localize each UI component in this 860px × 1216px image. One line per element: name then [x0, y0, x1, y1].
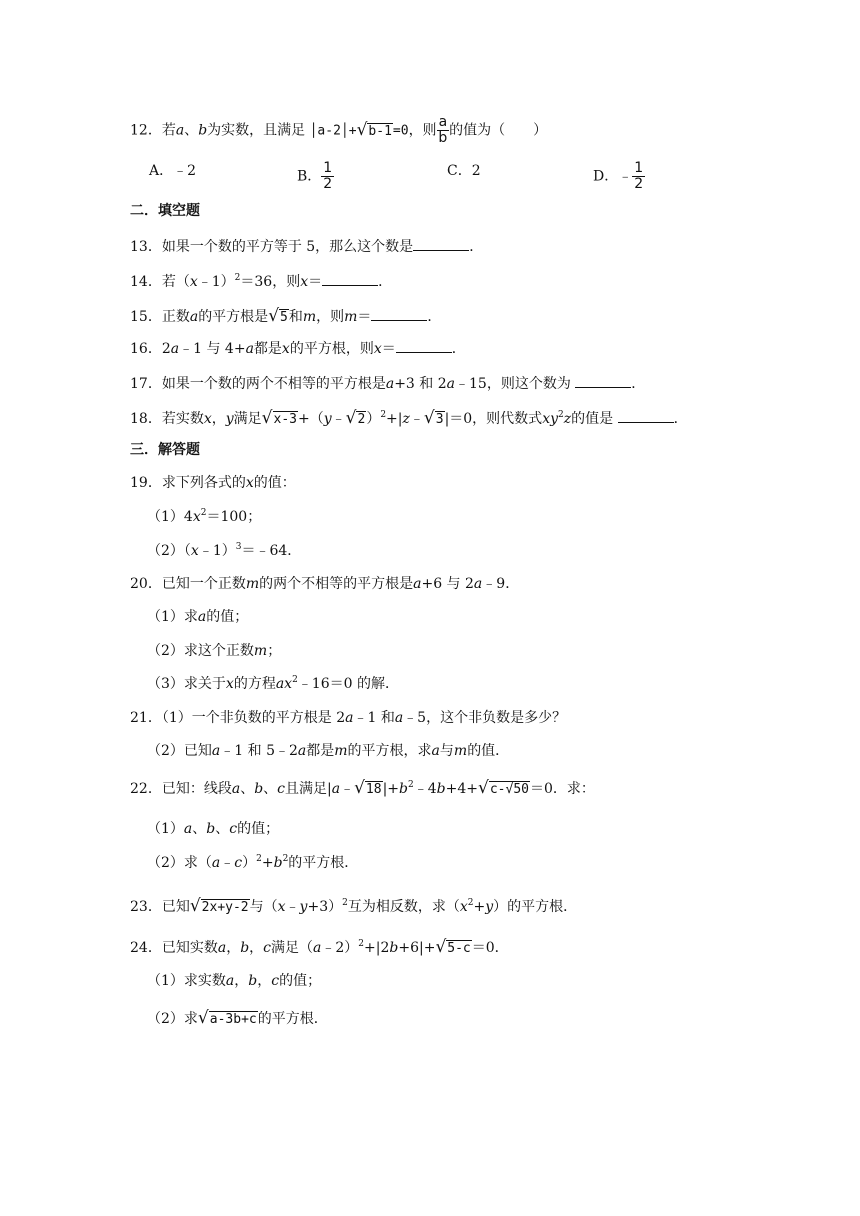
- answer-blank: [575, 375, 631, 388]
- choice-a: A．﹣2: [149, 163, 197, 179]
- question-22-part-2: （2）求$(a﹣c)^2+b^2$的平方根．: [147, 854, 359, 871]
- question-15: 15．正数a的平方根是√5和m，则m＝ ．: [130, 306, 442, 326]
- question-20-part-3: （3）求关于x的方程$ax^2﹣16=0$ 的解．: [147, 675, 399, 692]
- question-21-part-1: 21．（1）一个非负数的平方根是 2a﹣1 和a﹣5，这个非负数是多少？: [130, 710, 567, 726]
- sqrt-expression: √b-1: [356, 119, 392, 140]
- fraction-one-half: $\frac{1}{2}$: [323, 160, 333, 192]
- answer-blank: [618, 410, 674, 423]
- sqrt-expression: √a-3b+c: [197, 1008, 257, 1028]
- answer-blank: [322, 273, 378, 286]
- question-14: 14．若（x﹣1）$^2$＝36，则x＝ ．: [130, 273, 393, 290]
- answer-blank: [396, 340, 452, 353]
- question-24-part-2: （2）求√a-3b+c的平方根．: [147, 1008, 328, 1028]
- radical-sign-icon: √: [435, 937, 447, 957]
- question-17: 17．如果一个数的两个不相等的平方根是a+3 和 2a﹣15，则这个数为 ．: [130, 376, 646, 392]
- question-24-part-1: （1）求实数a，b，c的值；: [147, 973, 322, 989]
- radical-sign-icon: √: [189, 896, 201, 916]
- radical-sign-icon: √: [268, 306, 280, 326]
- question-23: 23．已知√2x+y-2与（x﹣y+3）$^2$互为相反数，求$(x^2+y)$的平方根．: [130, 896, 578, 916]
- sqrt-expression: √5-c: [435, 937, 471, 957]
- question-22: 22．已知：线段a、b、c且满足$|a﹣√18|+b^2﹣4b+4+√c-√50=0$．求：: [130, 778, 595, 798]
- question-19-part-2: （2）（x﹣1）$^3$＝﹣64．: [147, 542, 302, 559]
- answer-blank: [413, 238, 469, 251]
- answer-blank: [371, 308, 427, 321]
- question-13: 13．如果一个数的平方等于 5，那么这个数是 ．: [130, 239, 484, 255]
- choice-c: C．2: [447, 163, 481, 179]
- question-18: 18．若实数x，y满足√x-3+（y﹣√2）$^2$+|z﹣√3|＝0，则代数式$xy^2z$的值是 ．: [130, 408, 688, 428]
- choice-b: B． $\frac{1}{2}$: [297, 160, 333, 192]
- radical-sign-icon: √: [478, 778, 489, 798]
- radical-sign-icon: √: [356, 119, 368, 140]
- question-19: 19．求下列各式的x的值：: [130, 475, 296, 491]
- fraction-a-over-b: $\frac{a}{b}$: [438, 114, 448, 146]
- question-24: 24．已知实数a，b，c满足（a﹣2）$^2$+|2b+6|+√5-c＝0．: [130, 937, 509, 957]
- sqrt-expression: √3: [423, 408, 444, 428]
- question-20-part-1: （1）求a的值；: [147, 609, 249, 625]
- sqrt-expression: √x-3: [261, 408, 297, 428]
- radical-sign-icon: √: [261, 408, 273, 428]
- abs-expression: │a-2│: [309, 123, 349, 139]
- sqrt-expression: √2x+y-2: [189, 896, 249, 916]
- question-16: 16．2a﹣1 与 4+a都是x的平方根，则x＝ ．: [130, 341, 466, 357]
- sqrt-expression: √c-√50: [478, 778, 529, 798]
- fraction-negative-one-half: $\frac{1}{2}$: [634, 160, 644, 192]
- question-22-part-1: （1）a、b、c的值；: [147, 821, 280, 837]
- question-20: 20．已知一个正数m的两个不相等的平方根是a+6 与 2a﹣9．: [130, 576, 520, 592]
- question-20-part-2: （2）求这个正数m；: [147, 643, 282, 659]
- question-12: 12．若a、b为实数，且满足 │a-2│+√b-1=0，则 $\frac{a}{b}$ 的值为（ ）: [130, 114, 548, 146]
- section-heading-solve: 三．解答题: [130, 442, 200, 458]
- question-19-part-1: $(1)4x^2=100$；: [147, 508, 262, 525]
- radical-sign-icon: √: [354, 778, 365, 798]
- radical-sign-icon: √: [345, 408, 357, 428]
- question-21-part-2: （2）已知a﹣1 和 5﹣2a都是m的平方根，求a与m的值．: [147, 743, 510, 759]
- sqrt-expression: √18: [354, 778, 382, 798]
- sqrt-expression: √5: [268, 306, 288, 326]
- sqrt-expression: √2: [345, 408, 366, 428]
- radical-sign-icon: √: [197, 1008, 209, 1028]
- radical-sign-icon: √: [423, 408, 435, 428]
- choice-d: D．﹣ $\frac{1}{2}$: [593, 160, 644, 192]
- section-heading-fill-in: 二．填空题: [130, 203, 200, 219]
